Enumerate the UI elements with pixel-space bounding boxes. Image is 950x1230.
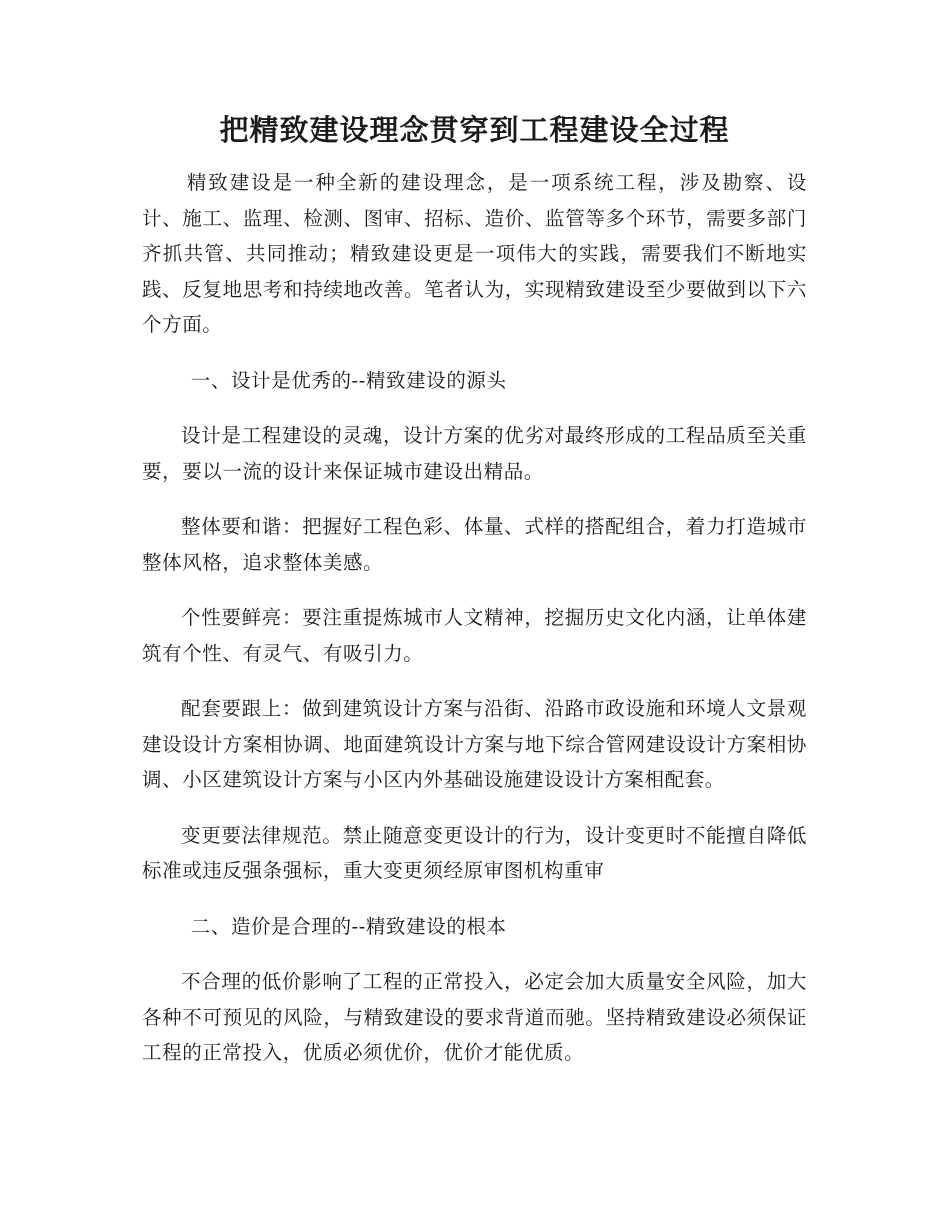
body-paragraph: 不合理的低价影响了工程的正常投入，必定会加大质量安全风险，加大各种不可预见的风险，与精致建设的要求背道而驰。坚持精致建设必须保证工程的正常投入，优质必须优价，优价才能优质。 [142, 970, 807, 1064]
intro-paragraph: 精致建设是一种全新的建设理念，是一项系统工程，涉及勘察、设计、施工、监理、检测、图审、招标、造价、监管等多个环节，需要多部门齐抓共管、共同推动；精致建设更是一项伟大的实践，需要我们不断地实践、反复地思考和持续地改善。笔者认为，实现精致建设至少要做到以下六个方面。 [142, 171, 807, 336]
body-paragraph: 变更要法律规范。禁止随意变更设计的行为，设计变更时不能擅自降低标准或违反强条强标，重大变更须经原审图机构重审 [142, 823, 807, 882]
body-paragraph: 设计是工程建设的灵魂，设计方案的优劣对最终形成的工程品质至关重要，要以一流的设计来保证城市建设出精品。 [142, 424, 807, 483]
section-heading-2: 二、造价是合理的--精致建设的根本 [190, 914, 507, 938]
document-title: 把精致建设理念贯穿到工程建设全过程 [219, 113, 730, 147]
document-page [142, 108, 807, 1071]
body-paragraph: 配套要跟上：做到建筑设计方案与沿街、沿路市政设施和环境人文景观建设设计方案相协调、地面建筑设计方案与地下综合管网建设设计方案相协调、小区建筑设计方案与小区内外基础设施建设设计方案相配套。 [142, 697, 807, 791]
body-paragraph: 个性要鲜亮：要注重提炼城市人文精神，挖掘历史文化内涵，让单体建筑有个性、有灵气、有吸引力。 [142, 606, 807, 665]
section-heading-1: 一、设计是优秀的--精致建设的源头 [190, 368, 507, 392]
body-paragraph: 整体要和谐：把握好工程色彩、体量、式样的搭配组合，着力打造城市整体风格，追求整体美感。 [142, 515, 807, 574]
